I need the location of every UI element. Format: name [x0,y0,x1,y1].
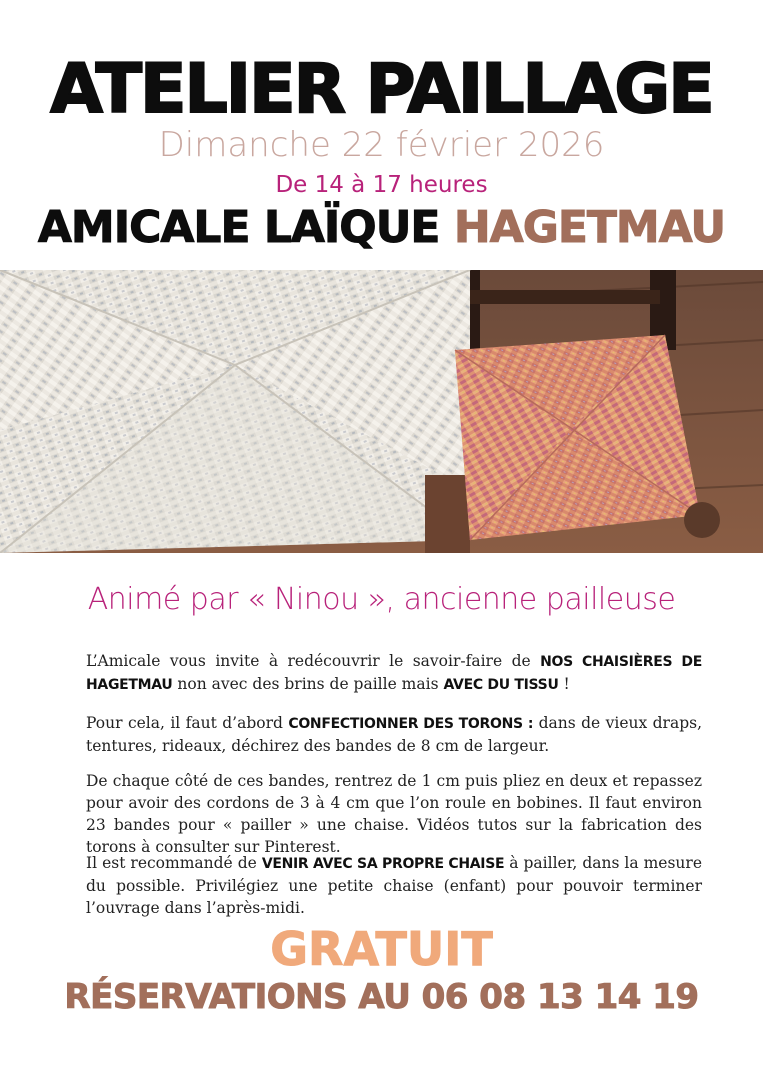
paragraph-intro [86,650,702,696]
chaise-text-2: à pailler, dans la mesure du possible. Privilégiez une petite chaise (enfant) pour pouvoir terminer l’ouvrage dans l’après-midi. [86,854,702,917]
highlight-torons: CONFECTIONNER DES TORONS : [288,716,534,732]
intro-text-2: non avec des brins de paille mais [172,675,444,693]
venue-name: AMICALE LAÏQUE [37,202,440,253]
intro-text-3: ! [558,675,570,693]
free-label: GRATUIT [270,922,493,976]
woven-chairs-photo [0,270,763,553]
poster-title: ATELIER PAILLAGE [50,50,713,129]
venue-town: HAGETMAU [453,202,726,253]
paragraph-chaise [86,852,702,919]
highlight-chaisieres: NOS CHAISIÈRES DE HAGETMAU [86,654,702,693]
reservation-phone: RÉSERVATIONS AU 06 08 13 14 19 [64,977,699,1017]
chaise-text: Il est recommandé de [86,854,262,872]
highlight-chaise: VENIR AVEC SA PROPRE CHAISE [261,856,505,872]
event-venue [0,202,763,254]
torons-text: Pour cela, il faut d’abord [86,714,289,732]
event-date: Dimanche 22 février 2026 [158,125,605,165]
paragraph-torons [86,712,702,757]
intro-text: L’Amicale vous invite à redécouvrir le savoir-faire de [86,652,541,670]
highlight-tissu: AVEC DU TISSU [443,677,559,693]
animator-line: Animé par « Ninou », ancienne pailleuse [87,582,676,617]
torons-text-2: dans de vieux draps, tentures, rideaux, déchirez des bandes de 8 cm de largeur. [86,714,703,755]
event-hours: De 14 à 17 heures [275,172,488,198]
paragraph-instructions: De chaque côté de ces bandes, rentrez de 1 cm puis pliez en deux et repassez pour avoir des cordons de 3 à 4 cm que l’on roule en bobines. Il faut environ 23 bandes pour « pailler » une chaise. Vidéos tutos sur la fabrication des torons à consulter sur Pinterest. [86,772,702,856]
